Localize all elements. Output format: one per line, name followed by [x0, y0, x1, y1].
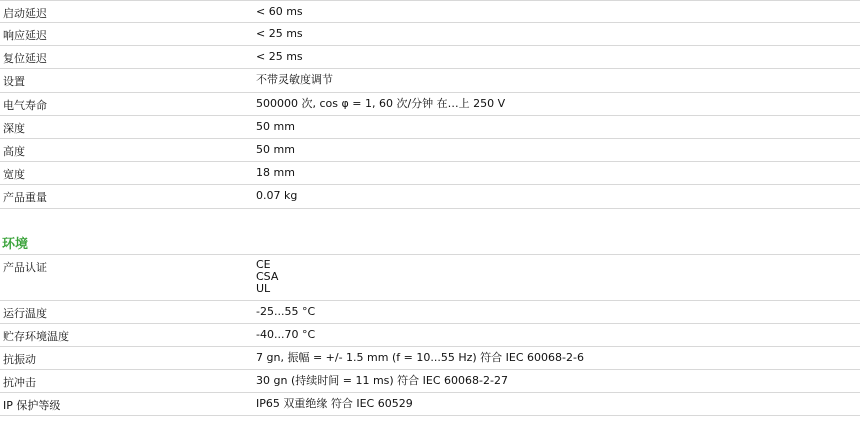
spec-value: 50 mm [256, 143, 295, 156]
spec-value: 不带灵敏度调节 [256, 73, 333, 86]
spec-row-width [0, 162, 860, 185]
spec-table-general [0, 0, 860, 209]
spec-row-storage-temp [0, 324, 860, 347]
spec-label: 响应延迟 [3, 29, 47, 42]
spec-row-reset-delay [0, 46, 860, 69]
spec-row-vibration [0, 347, 860, 370]
spec-row-operating-temp [0, 301, 860, 324]
spec-value: -40...70 °C [256, 328, 316, 341]
spec-row-weight [0, 185, 860, 209]
spec-table-environment [0, 255, 860, 416]
spec-label: 电气寿命 [3, 99, 47, 112]
spec-label: 产品重量 [3, 191, 47, 204]
spec-label: 运行温度 [3, 307, 47, 320]
spec-row-ip-rating [0, 393, 860, 416]
spec-row-electrical-life [0, 93, 860, 116]
certification-item: CE [256, 258, 271, 271]
certification-item: CSA [256, 270, 279, 283]
spec-label: 复位延迟 [3, 52, 47, 65]
spec-value: 0.07 kg [256, 189, 298, 202]
spec-row-depth [0, 116, 860, 139]
spec-value: 7 gn, 振幅 = +/- 1.5 mm (f = 10...55 Hz) 符合 IEC 60068-2-6 [256, 351, 584, 364]
spec-value: < 25 ms [256, 27, 303, 40]
spec-row-shock [0, 370, 860, 393]
spec-label: 启动延迟 [3, 7, 47, 20]
spec-row-height [0, 139, 860, 162]
spec-value: IP65 双重绝缘 符合 IEC 60529 [256, 397, 413, 410]
spec-row-setting [0, 69, 860, 93]
spec-value: < 25 ms [256, 50, 303, 63]
spec-value: 18 mm [256, 166, 295, 179]
certification-item: UL [256, 282, 271, 295]
spec-value: < 60 ms [256, 5, 303, 18]
spec-label: 高度 [3, 145, 25, 158]
spec-row-startup-delay [0, 0, 860, 23]
spec-label: 贮存环境温度 [3, 330, 69, 343]
spec-value: 30 gn (持续时间 = 11 ms) 符合 IEC 60068-2-27 [256, 374, 508, 387]
spec-label: 设置 [3, 75, 25, 88]
spec-label: 产品认证 [3, 261, 47, 274]
spec-value: 50 mm [256, 120, 295, 133]
section-heading-environment: 环境 [2, 237, 29, 252]
spec-row-certifications [0, 255, 860, 301]
spec-row-response-delay [0, 23, 860, 46]
spec-label: 抗振动 [3, 353, 36, 366]
spec-label: IP 保护等级 [3, 399, 61, 412]
spec-value: 500000 次, cos φ = 1, 60 次/分钟 在…上 250 V [256, 97, 506, 110]
spec-label: 深度 [3, 122, 25, 135]
spec-label: 宽度 [3, 168, 25, 181]
spec-label: 抗冲击 [3, 376, 36, 389]
certification-list [254, 255, 860, 295]
spec-value: -25...55 °C [256, 305, 316, 318]
